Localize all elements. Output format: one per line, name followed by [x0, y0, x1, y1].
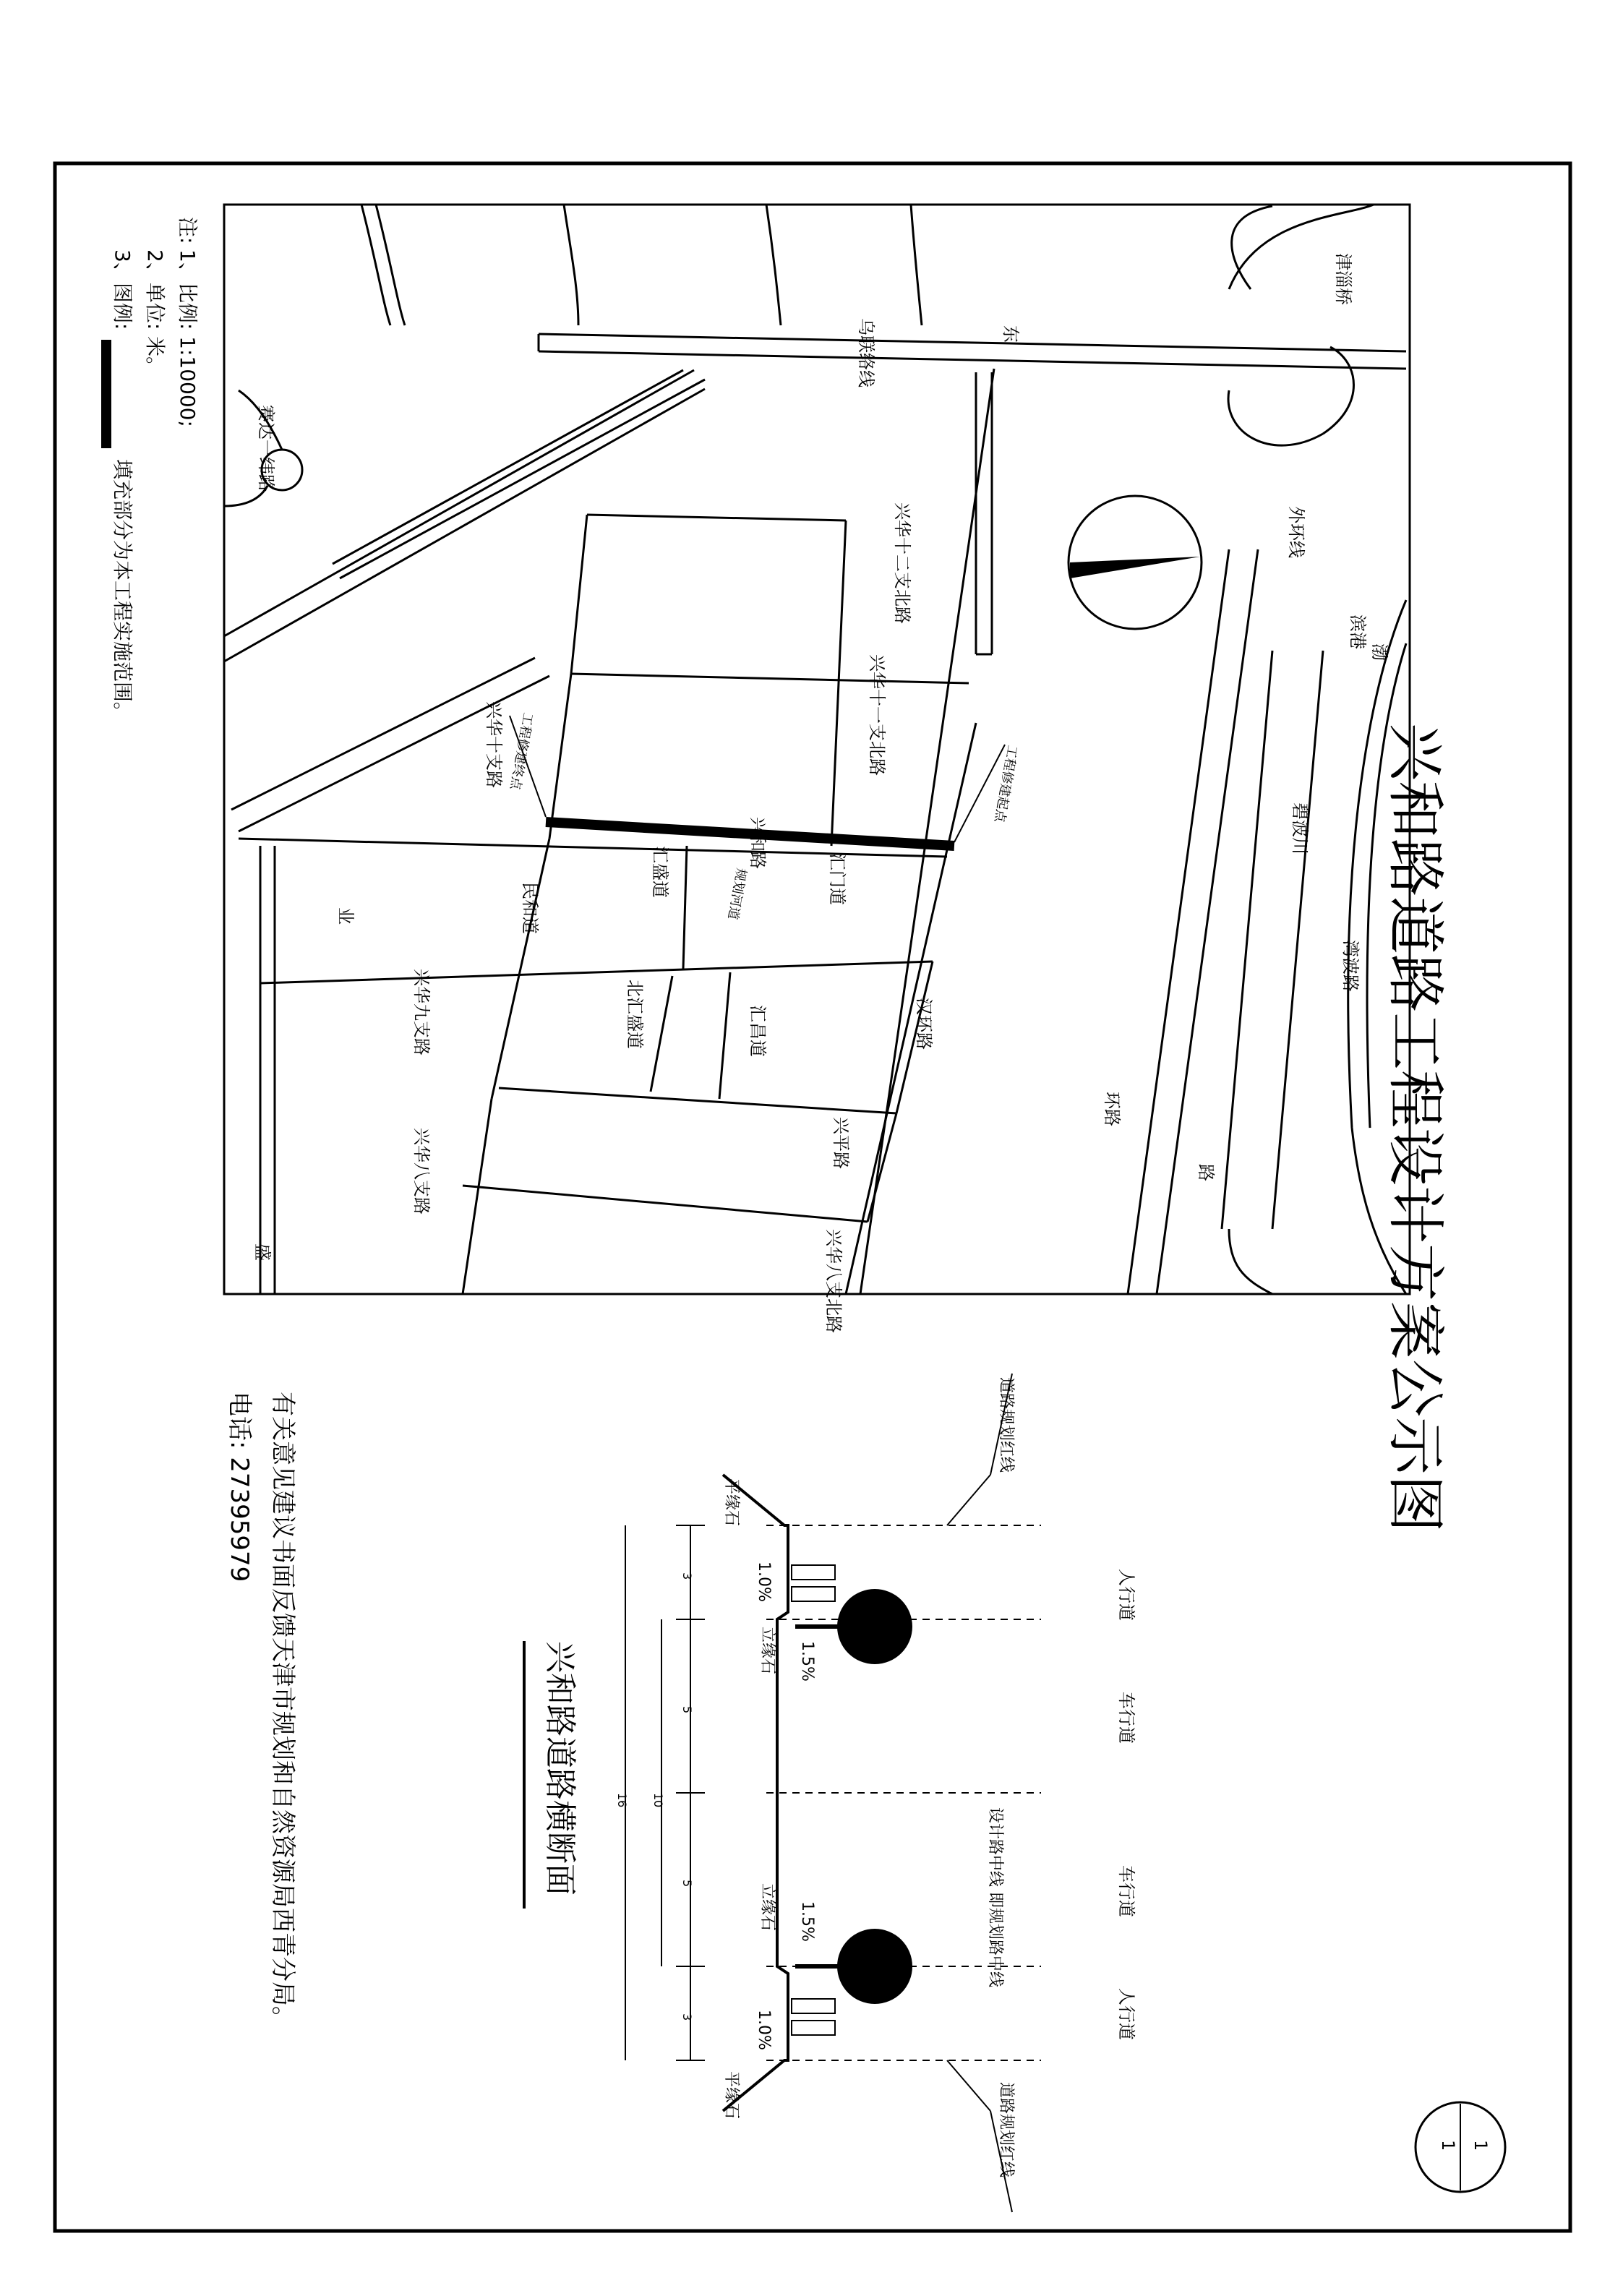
label-biyun: 碧波川	[1290, 802, 1310, 854]
map-labels	[252, 253, 1389, 1333]
slope-sidewalk-left: 1.0%	[755, 1562, 773, 1602]
label-huanhuan: 汉环路	[914, 998, 934, 1050]
label-huimen: 汇门道	[827, 853, 847, 905]
zone-carriage-right: 车行道	[1116, 1865, 1136, 1917]
map-roads	[224, 205, 1406, 1294]
curb-raised-left: 立缘石	[758, 1627, 776, 1675]
label-huichang: 汇昌道	[748, 1005, 768, 1057]
label-xinghuajiuzhi: 兴华九支路	[411, 969, 432, 1055]
label-planned-river: 规划河道	[724, 867, 749, 921]
dim-carriageway: 10	[651, 1793, 665, 1808]
curb-flat-left: 平缘石	[722, 1478, 740, 1527]
label-beihuisheng: 北汇盛道	[625, 980, 645, 1049]
pedestrian-left-icon	[792, 1565, 835, 1601]
label-xinghuashierzhibei: 兴华十二支北路	[892, 502, 912, 624]
label-luojian: 路	[1196, 1164, 1216, 1181]
dim-sidewalk-left: 3	[680, 1572, 694, 1580]
zone-sidewalk-left: 人行道	[1116, 1569, 1136, 1621]
red-line-right: 道路规划红线	[997, 2082, 1015, 2178]
slope-carriage-right: 1.5%	[798, 1901, 816, 1942]
notes-unit: 2、单位: 米。	[143, 249, 167, 377]
curb-flat-right: 平缘石	[722, 2071, 740, 2120]
label-waihuan: 外环线	[1286, 506, 1306, 558]
slope-sidewalk-right: 1.0%	[755, 2010, 773, 2050]
legend-swatch	[101, 340, 111, 448]
label-xinghe: 兴和路	[748, 817, 768, 869]
notes-scale: 1、比例: 1:10000;	[176, 249, 200, 427]
dim-total: 16	[615, 1793, 629, 1808]
label-wuxian: 乌联络线	[856, 318, 876, 387]
notes-legend-text: 填充部分为本工程实施范围。	[111, 459, 134, 723]
sheet-number-den: 1	[1438, 2140, 1458, 2151]
page-title: 兴和路道路工程设计方案公示图	[1382, 723, 1449, 1533]
dim-lane-left: 5	[680, 1706, 694, 1714]
label-wanbo: 湾波路	[1340, 940, 1361, 992]
label-saida: 赛达一纬路	[256, 405, 276, 492]
label-xinghuashi: 兴华十支路	[484, 701, 504, 788]
label-sheng: 盛	[252, 1243, 273, 1261]
curb-raised-right: 立缘石	[758, 1883, 776, 1932]
label-xingping: 兴平路	[831, 1117, 851, 1169]
contact-line2: 电话: 27395979	[225, 1392, 254, 1582]
label-ye: 业	[335, 907, 356, 925]
label-xinghuashiyizhibei: 兴华十一支北路	[867, 654, 887, 776]
notes-header: 注:	[176, 217, 200, 244]
zone-sidewalk-right: 人行道	[1116, 1988, 1136, 2040]
cross-section	[524, 1374, 1136, 2212]
contact-line1: 有关意见建议书面反馈天津市规划和自然资源局西青分局。	[268, 1392, 297, 2031]
label-jinghuai: 津淄桥	[1333, 253, 1353, 305]
red-line-left: 道路规划红线	[997, 1377, 1015, 1473]
slope-carriage-left: 1.5%	[798, 1641, 816, 1682]
label-bo: 渤	[1369, 643, 1389, 661]
center-line-label: 设计路中线 即规划路中线	[986, 1807, 1004, 1987]
sheet-number-num: 1	[1470, 2140, 1491, 2151]
notes	[101, 217, 200, 722]
location-map	[224, 205, 1410, 1333]
label-minhe: 民和道	[520, 882, 540, 934]
cross-section-title: 兴和路道路横断面	[541, 1641, 578, 1896]
label-project-start: 工程修建起点	[991, 744, 1020, 824]
contact	[225, 1392, 297, 2031]
label-project-end: 工程修建终点	[507, 711, 536, 792]
dim-lane-right: 5	[680, 1880, 694, 1888]
label-xinghuabazhibei: 兴华八支北路	[823, 1229, 844, 1333]
label-dong: 东	[1001, 325, 1021, 343]
pedestrian-right-icon	[792, 1999, 835, 2035]
notes-legend-prefix: 3、图例:	[111, 249, 134, 330]
sheet-number	[1416, 2102, 1505, 2192]
dim-sidewalk-right: 3	[680, 2013, 694, 2021]
north-arrow-icon	[1069, 496, 1202, 629]
label-xinghuabazhi: 兴华八支路	[411, 1128, 432, 1215]
zone-carriage-left: 车行道	[1116, 1692, 1136, 1744]
label-huanlu: 环路	[1102, 1092, 1122, 1126]
label-bingang: 滨港	[1348, 614, 1368, 649]
label-huisheng: 汇盛道	[650, 846, 670, 898]
